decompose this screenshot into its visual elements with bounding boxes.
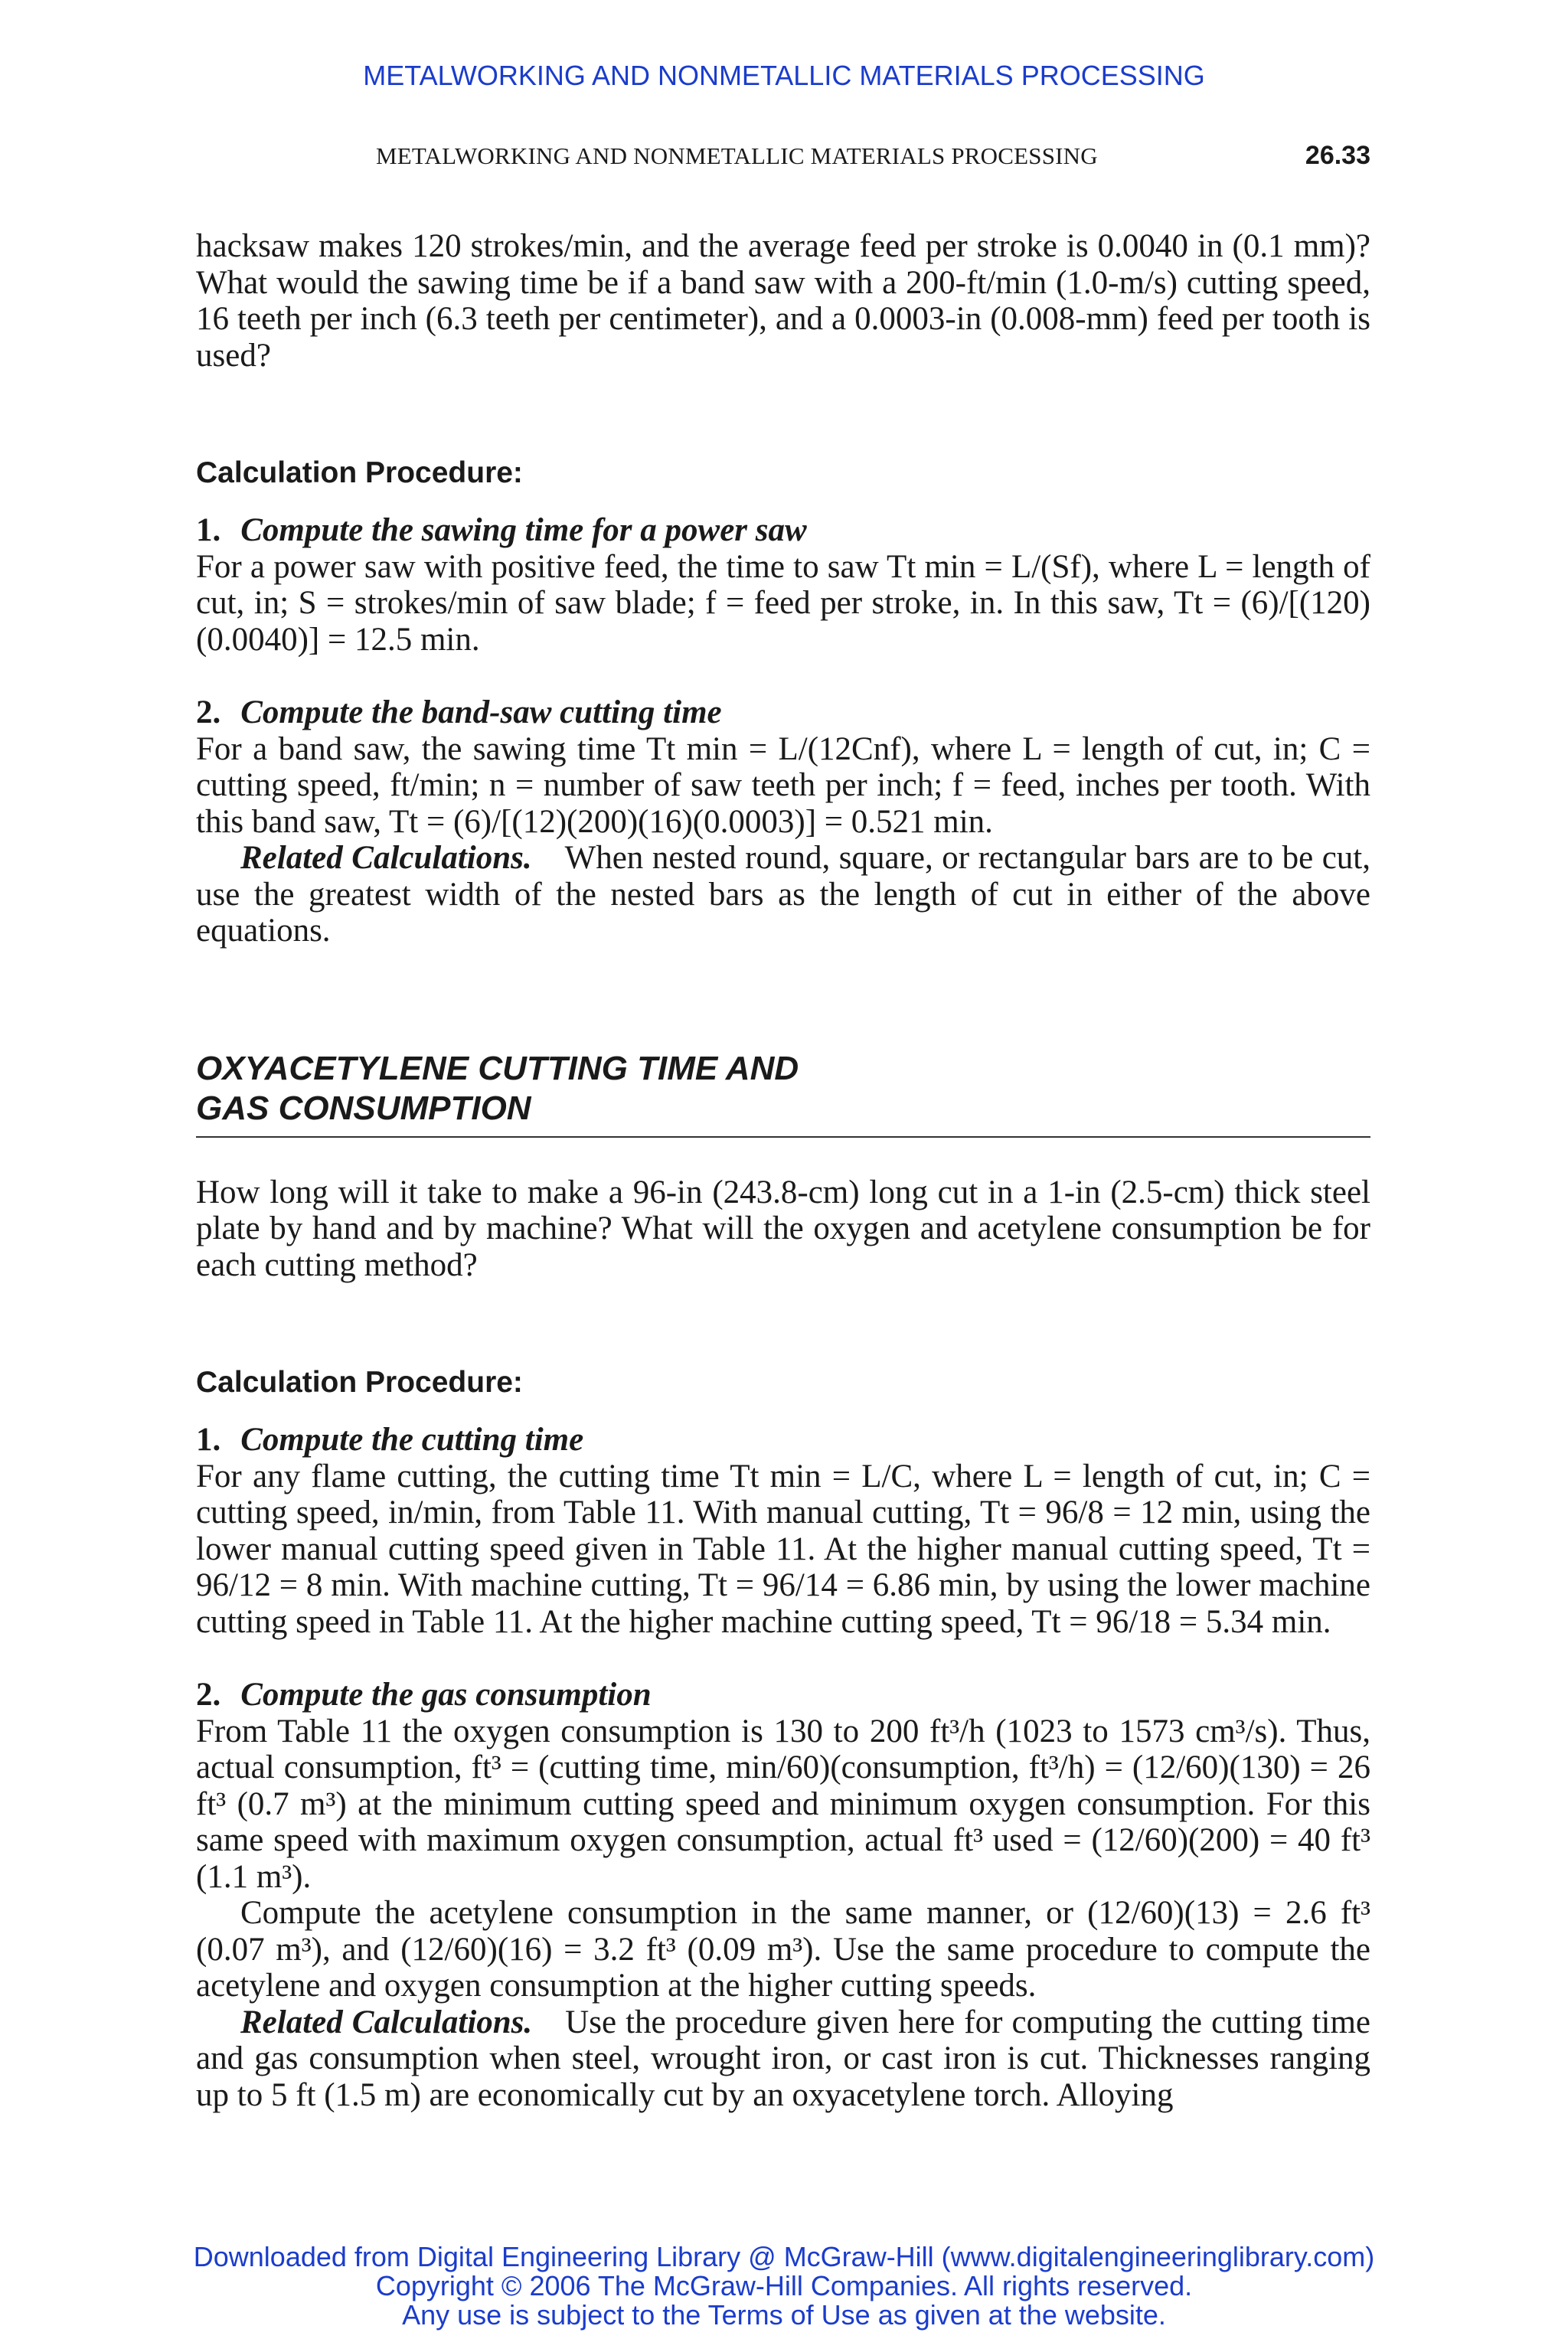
oxy-related-calculations (196, 2004, 1370, 2114)
related-calculations-text: Use the procedure given here for computing the cutting time and gas consumption when steel, wrought iron, or cast iron is cut. Thicknesses ranging up to 5 ft (1.5 m) are economically cut by an oxyacetylene torch. Alloying (196, 2004, 1370, 2113)
step-number: 1. (196, 512, 221, 548)
footer-download-link[interactable]: Downloaded from Digital Engineering Library @ McGraw-Hill (www.digitalengineeringlibrary.com) (193, 2241, 1375, 2272)
related-calculations-label: Related Calculations. (240, 840, 532, 876)
oxy-step-2-heading (196, 1677, 1370, 1713)
oxy-step-1-heading (196, 1422, 1370, 1459)
section-title-line-1: OXYACETYLENE CUTTING TIME AND (196, 1049, 799, 1087)
footer-copyright: Copyright © 2006 The McGraw-Hill Companies. All rights reserved. (375, 2270, 1193, 2301)
footer-terms[interactable]: Any use is subject to the Terms of Use as given at the website. (402, 2299, 1166, 2331)
related-calculations-text: When nested round, square, or rectangular bars are to be cut, use the greatest width of the nested bars as the length of cut in either of the above equations. (196, 840, 1370, 949)
saw-step-1-heading (196, 512, 1370, 549)
related-calculations-label: Related Calculations. (240, 2004, 533, 2040)
step-number: 1. (196, 1422, 221, 1458)
oxy-step-2-text-continued: Compute the acetylene consumption in the same manner, or (12/60)(13) = 2.6 ft³ (0.07 m³), and (12/60)(16) = 3.2 ft³ (0.09 m³). Use the same procedure to compute the acetylene and oxygen consumption at the higher cutting speeds. (196, 1895, 1370, 2004)
saw-procedure-heading: Calculation Procedure: (196, 456, 523, 489)
step-title: Compute the band-saw cutting time (240, 694, 722, 730)
saw-step-2-text: For a band saw, the sawing time Tt min = L/(12Cnf), where L = length of cut, in; C = cutting speed, ft/min; n = number of saw teeth per inch; f = feed, inches per tooth. With this band saw, Tt = (6)/[(12)(200)(16)(0.0003)] = 0.521 min. (196, 730, 1370, 840)
oxy-step-1-text: For any flame cutting, the cutting time Tt min = L/C, where L = length of cut, in; C = cutting speed, in/min, from Table 11. With manual cutting, Tt = 96/8 = 12 min, using the lower manual cutting speed given in Table 11. At the higher manual cutting speed, Tt = 96/12 = 8 min. With machine cutting, Tt = 96/14 = 6.86 min, by using the lower machine cutting speed in Table 11. At the higher machine cutting speed, Tt = 96/18 = 5.34 min. (196, 1458, 1370, 1640)
saw-step-2-heading (196, 694, 1370, 731)
section-title-line-2: GAS CONSUMPTION (196, 1089, 531, 1127)
step-title: Compute the sawing time for a power saw (240, 512, 807, 548)
saw-related-calculations (196, 840, 1370, 949)
saw-step-2 (196, 694, 1370, 949)
saw-step-1-text: For a power saw with positive feed, the time to saw Tt min = L/(Sf), where L = length of cut, in; S = strokes/min of saw blade; f = feed per stroke, in. In this saw, Tt = (6)/[(120)(0.0040)] = 12.5 min. (196, 548, 1370, 658)
section-title (196, 1049, 1370, 1138)
step-number: 2. (196, 694, 221, 730)
running-head-title: METALWORKING AND NONMETALLIC MATERIALS PROCESSING (376, 142, 1098, 169)
oxy-procedure-heading: Calculation Procedure: (196, 1366, 523, 1399)
saw-step-1 (196, 512, 1370, 658)
step-number: 2. (196, 1677, 221, 1713)
oxy-step-2-text: From Table 11 the oxygen consumption is 130 to 200 ft³/h (1023 to 1573 cm³/s). Thus, actual consumption, ft³ = (cutting time, min/60)(consumption, ft³/h) = (12/60)(130) = 26 ft³ (0.7 m³) at the minimum cutting speed and minimum oxygen consumption. For this same speed with maximum oxygen consumption, actual ft³ used = (12/60)(200) = 40 ft³ (1.1 m³). (196, 1713, 1370, 1895)
oxy-step-1 (196, 1422, 1370, 1640)
step-title: Compute the gas consumption (240, 1677, 652, 1713)
page-body (196, 228, 1370, 2113)
page-number: 26.33 (1305, 141, 1370, 170)
saw-problem-text: hacksaw makes 120 strokes/min, and the average feed per stroke is 0.0040 in (0.1 mm)? What would the sawing time be if a band saw with a 200-ft/min (1.0-m/s) cutting speed, 16 teeth per inch (6.3 teeth per centimeter), and a 0.0003-in (0.008-mm) feed per tooth is used? (196, 228, 1370, 374)
top-banner-link[interactable]: METALWORKING AND NONMETALLIC MATERIALS PROCESSING (363, 60, 1205, 91)
oxy-problem-text: How long will it take to make a 96-in (243.8-cm) long cut in a 1-in (2.5-cm) thick steel plate by hand and by machine? What will the oxygen and acetylene consumption be for each cutting method? (196, 1174, 1370, 1283)
step-title: Compute the cutting time (240, 1422, 584, 1458)
oxy-step-2 (196, 1677, 1370, 2113)
footer-notice (0, 2243, 1568, 2330)
